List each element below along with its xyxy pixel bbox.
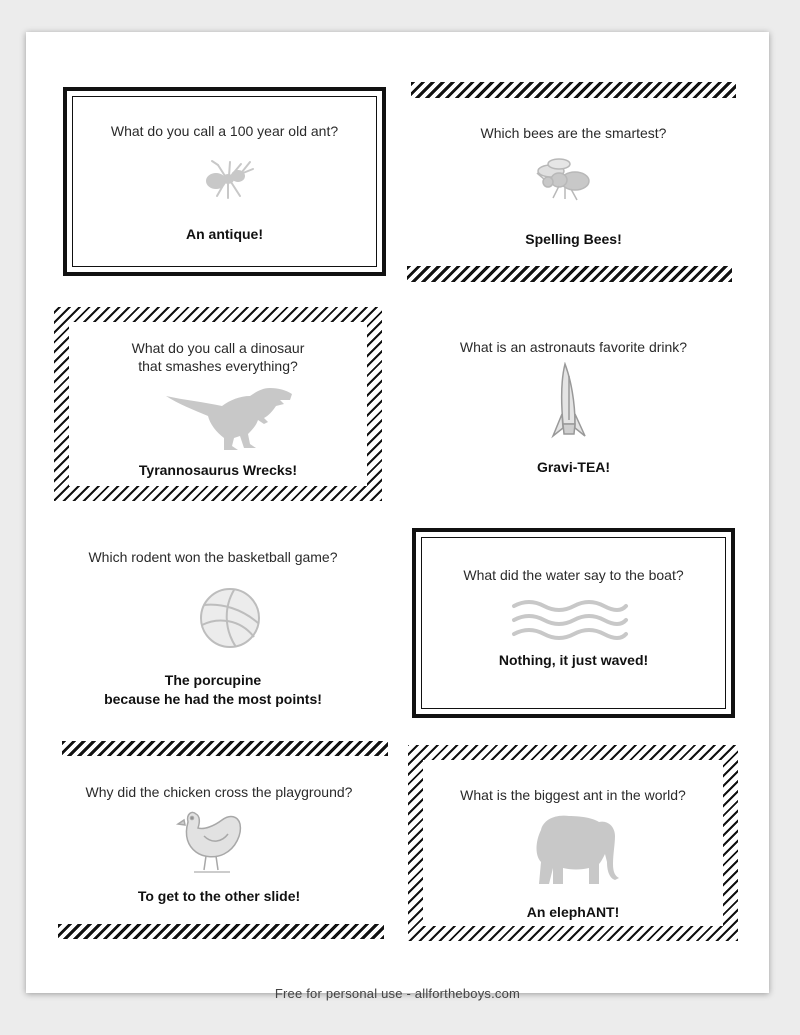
joke-answer: Tyrannosaurus Wrecks! [138, 462, 298, 478]
joke-answer: Nothing, it just waved! [498, 652, 649, 668]
rocket-icon [549, 362, 593, 450]
printable-sheet [26, 32, 769, 1001]
joke-card-bee [411, 98, 736, 266]
joke-card-elephant [408, 745, 738, 941]
question-line: What do you call a dinosaur [131, 340, 305, 356]
joke-question: What is the biggest ant in the world? [460, 787, 686, 803]
bee-icon [535, 153, 595, 203]
hatched-bar [411, 82, 736, 98]
basketball-icon [196, 587, 264, 649]
waves-icon [510, 598, 630, 642]
joke-answer: An antique! [186, 226, 263, 242]
answer-line: because he had the most points! [104, 691, 322, 707]
answer-line: The porcupine [164, 672, 262, 688]
joke-answer: To get to the other slide! [137, 888, 301, 904]
joke-card-chicken [56, 756, 382, 924]
joke-answer: Spelling Bees! [525, 231, 622, 247]
joke-question: What is an astronauts favorite drink? [459, 339, 688, 355]
joke-card-ant [63, 87, 386, 276]
joke-answer [54, 671, 372, 709]
joke-card-dinosaur [54, 307, 382, 501]
joke-card-rocket [411, 322, 736, 492]
joke-question: Which rodent won the basketball game? [88, 549, 338, 565]
joke-question: Why did the chicken cross the playground? [85, 784, 353, 800]
card-inner [69, 322, 367, 486]
t-rex-icon [164, 382, 300, 452]
question-line: that smashes everything? [138, 358, 298, 374]
joke-question: What do you call a 100 year old ant? [110, 123, 339, 139]
chicken-icon [174, 808, 244, 876]
joke-answer: An elephANT! [526, 904, 620, 920]
card-inner [423, 760, 723, 926]
hatched-bar [407, 266, 732, 282]
joke-question [69, 339, 367, 375]
ant-icon [203, 156, 255, 202]
joke-question: Which bees are the smartest? [480, 125, 667, 141]
joke-card-porcupine [54, 532, 372, 722]
joke-answer: Gravi-TEA! [536, 459, 611, 475]
hatched-bar [62, 741, 388, 756]
joke-card-waves [412, 528, 735, 718]
hatched-bar [58, 924, 384, 939]
footer-credit: Free for personal use - allfortheboys.com [274, 986, 521, 1001]
joke-question: What did the water say to the boat? [463, 567, 684, 583]
elephant-icon [527, 812, 621, 886]
